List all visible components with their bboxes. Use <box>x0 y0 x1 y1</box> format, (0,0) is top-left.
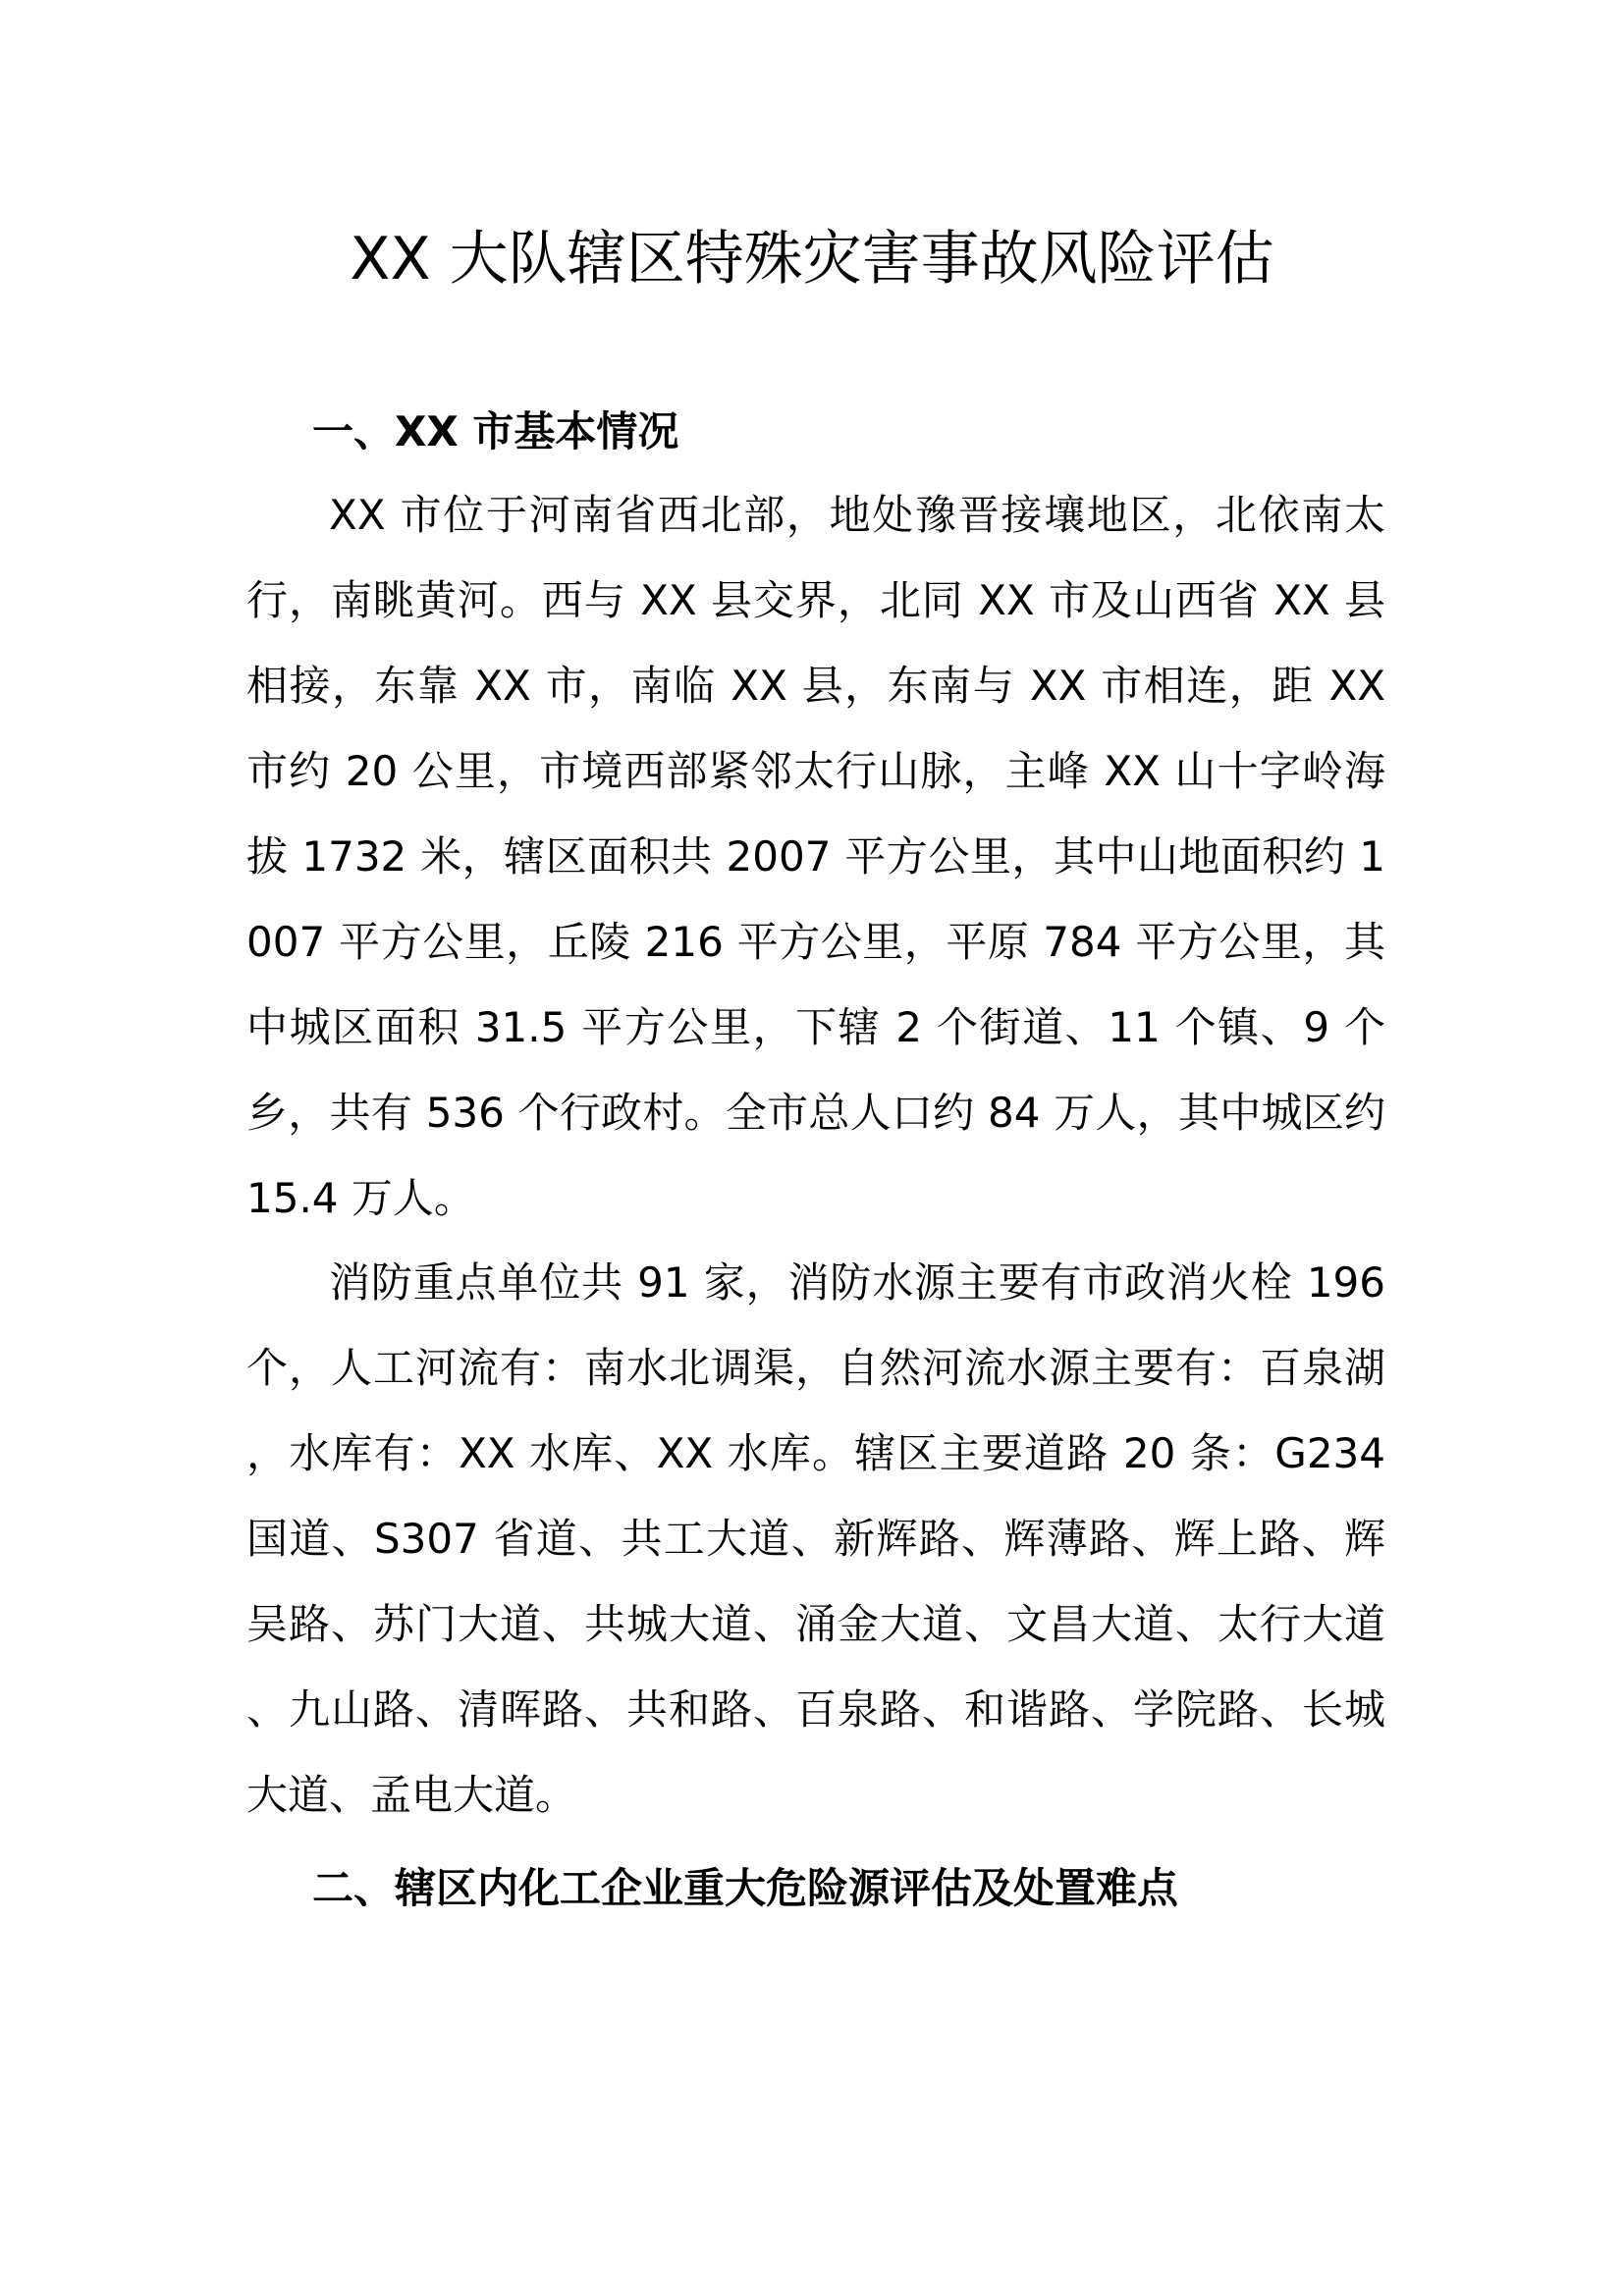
section-1-paragraph-2: 消防重点单位共 91 家，消防水源主要有市政消火栓 196 个，人工河流有：南水北调渠，自然河流水源主要有：百泉湖，水库有：XX 水库、XX 水库。辖区主要道路 20 条：G234 国道、S307 省道、共工大道、新辉路、辉薄路、辉上路、辉吴路、苏门大道、共城大道、涌金大道、文昌大道、太行大道、九山路、清晖路、共和路、百泉路、和谐路、学院路、长城大道、孟电大道。 <box>246 1258 1385 1819</box>
section-1-paragraph-1: XX 市位于河南省西北部，地处豫晋接壤地区，北依南太行，南眺黄河。西与 XX 县交界，北同 XX 市及山西省 XX 县相接，东靠 XX 市，南临 XX 县，东南与 XX 市相连，距 XX 市约 20 公里，市境西部紧邻太行山脉，主峰 XX 山十字岭海拔 1732 米，辖区面积共 2007 平方公里，其中山地面积约 1007 平方公里，丘陵 216 平方公里，平原 784 平方公里，其中城区面积 31.5 平方公里，下辖 2 个街道、11 个镇、9 个乡，共有 536 个行政村。全市总人口约 84 万人，其中城区约 15.4 万人。 <box>246 491 1385 1222</box>
document-title: XX 大队辖区特殊灾害事故风险评估 <box>350 225 1274 294</box>
section-1-heading: 一、XX 市基本情况 <box>312 407 679 455</box>
section-2-heading: 二、辖区内化工企业重大危险源评估及处置难点 <box>312 1864 1179 1912</box>
